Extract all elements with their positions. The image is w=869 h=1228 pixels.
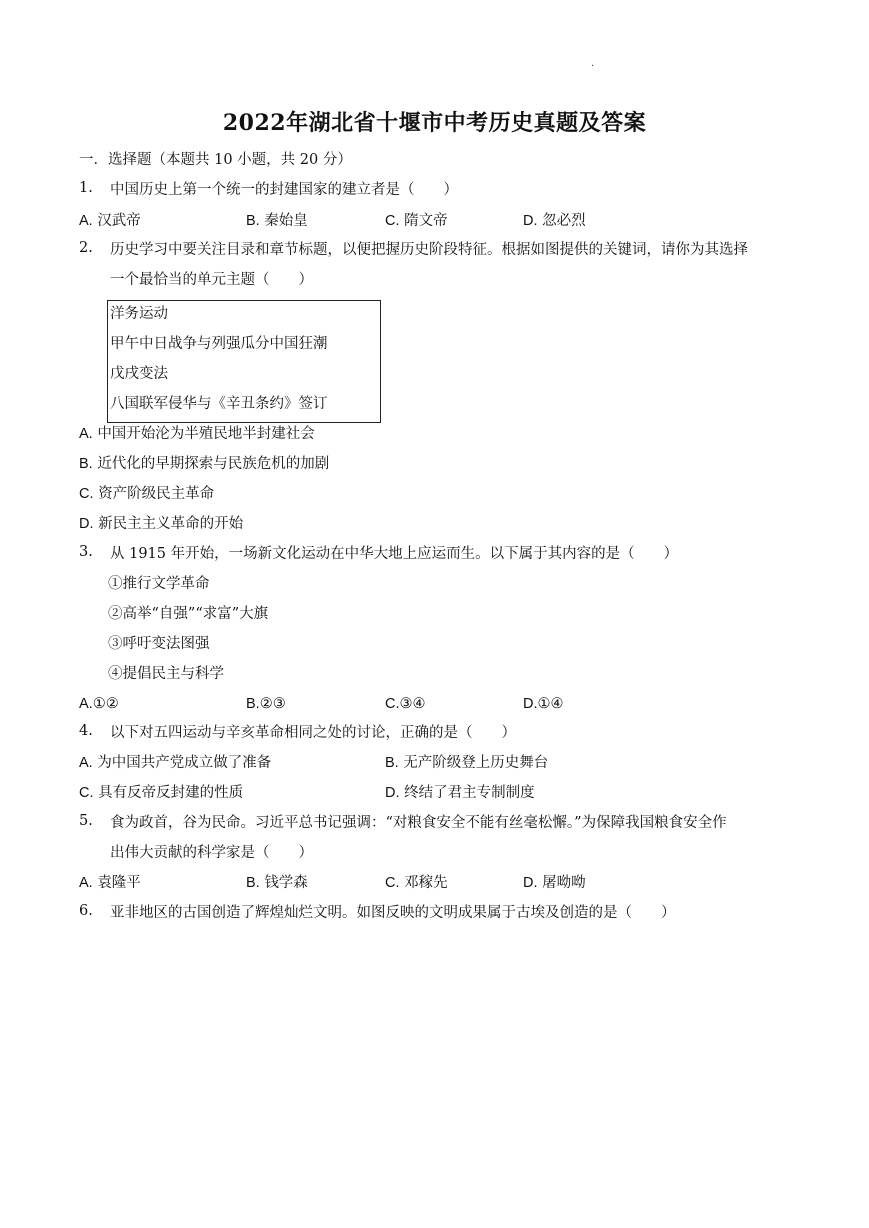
keyword-box (107, 300, 381, 423)
option-letter: B. (385, 755, 399, 771)
option-text: ①④ (537, 696, 564, 712)
option-b[interactable] (246, 694, 286, 714)
question-number: 5. (79, 813, 93, 829)
option-letter: A. (79, 426, 93, 442)
option-d[interactable] (79, 514, 243, 534)
option-letter: A. (79, 755, 93, 771)
option-letter: C. (79, 785, 94, 801)
option-text: 近代化的早期探索与民族危机的加剧 (97, 456, 330, 472)
question-text: 中国历史上第一个统一的封建国家的建立者是（ ） (110, 182, 458, 198)
question-text: 亚非地区的古国创造了辉煌灿烂文明。如图反映的文明成果属于古埃及创造的是（ ） (110, 905, 676, 921)
option-text: 资产阶级民主革命 (98, 486, 215, 502)
option-text: 为中国共产党成立做了准备 (97, 755, 272, 771)
option-letter: D. (79, 516, 94, 532)
question-text: 以下对五四运动与辛亥革命相同之处的讨论，正确的是（ ） (110, 725, 516, 741)
option-b[interactable] (79, 454, 329, 474)
option-text: 屠呦呦 (542, 875, 586, 891)
option-letter: C. (79, 486, 94, 502)
option-text: ③④ (399, 696, 426, 712)
option-text: 钱学森 (264, 875, 308, 891)
option-a[interactable] (79, 753, 271, 773)
option-text: ①② (92, 696, 119, 712)
keyword-item: 戊戌变法 (110, 366, 168, 382)
question-text: 从 1915 年开始，一场新文化运动在中华大地上应运而生。以下属于其内容的是（ ） (110, 546, 679, 562)
option-c[interactable] (385, 873, 448, 893)
statement-item: ④提倡民主与科学 (108, 666, 224, 682)
statement-item: ②高举“自强”“求富”大旗 (108, 606, 269, 622)
option-letter: D. (523, 875, 538, 891)
option-c[interactable] (79, 783, 243, 803)
option-a[interactable] (79, 873, 141, 893)
option-letter: D. (523, 213, 538, 229)
option-letter: C. (385, 213, 400, 229)
option-letter: B. (246, 696, 260, 712)
option-b[interactable] (385, 753, 548, 773)
option-text: 中国开始沦为半殖民地半封建社会 (97, 426, 315, 442)
option-c[interactable] (385, 694, 426, 714)
option-text: ②③ (259, 696, 286, 712)
page-title: 2022年湖北省十堰市中考历史真题及答案 (222, 110, 647, 136)
option-a[interactable] (79, 694, 119, 714)
question-text: 历史学习中要关注目录和章节标题，以便把握历史阶段特征。根据如图提供的关键词，请你为其选择 (110, 242, 748, 258)
option-letter: C. (385, 696, 400, 712)
option-letter: C. (385, 875, 400, 891)
option-letter: D. (523, 696, 538, 712)
option-d[interactable] (523, 211, 586, 231)
option-a[interactable] (79, 211, 141, 231)
option-text: 邓稼先 (404, 875, 448, 891)
question-number: 4. (79, 723, 93, 739)
keyword-item: 八国联军侵华与《辛丑条约》签订 (110, 396, 328, 412)
option-letter: B. (246, 875, 260, 891)
option-d[interactable] (523, 694, 564, 714)
header-mark: . (591, 58, 595, 69)
option-text: 忽必烈 (542, 213, 586, 229)
question-number: 3. (79, 544, 93, 560)
question-number: 2. (79, 240, 93, 256)
keyword-item: 甲午中日战争与列强瓜分中国狂潮 (110, 336, 328, 352)
question-number: 6. (79, 903, 93, 919)
option-text: 汉武帝 (97, 213, 141, 229)
question-text-continued: 出伟大贡献的科学家是（ ） (110, 845, 313, 861)
option-text: 隋文帝 (404, 213, 448, 229)
statement-item: ③呼吁变法图强 (108, 636, 210, 652)
option-c[interactable] (385, 211, 448, 231)
option-text: 秦始皇 (264, 213, 308, 229)
option-text: 无产阶级登上历史舞台 (403, 755, 549, 771)
option-letter: D. (385, 785, 400, 801)
option-text: 袁隆平 (97, 875, 141, 891)
option-letter: B. (246, 213, 260, 229)
question-text-continued: 一个最恰当的单元主题（ ） (110, 272, 313, 288)
option-letter: B. (79, 456, 93, 472)
question-text: 食为政首，谷为民命。习近平总书记强调：“对粮食安全不能有丝毫松懈。”为保障我国粮食安全作 (110, 815, 727, 831)
option-text: 新民主主义革命的开始 (98, 516, 244, 532)
option-d[interactable] (523, 873, 586, 893)
statement-item: ①推行文学革命 (108, 576, 210, 592)
option-text: 具有反帝反封建的性质 (98, 785, 244, 801)
option-c[interactable] (79, 484, 214, 504)
option-letter: A. (79, 696, 93, 712)
keyword-item: 洋务运动 (110, 306, 168, 322)
option-text: 终结了君主专制制度 (404, 785, 535, 801)
option-a[interactable] (79, 424, 315, 444)
question-number: 1. (79, 180, 93, 196)
option-letter: A. (79, 875, 93, 891)
option-letter: A. (79, 213, 93, 229)
option-b[interactable] (246, 873, 308, 893)
option-d[interactable] (385, 783, 535, 803)
section-heading: 一．选择题（本题共 10 小题，共 20 分） (79, 152, 352, 168)
option-b[interactable] (246, 211, 308, 231)
